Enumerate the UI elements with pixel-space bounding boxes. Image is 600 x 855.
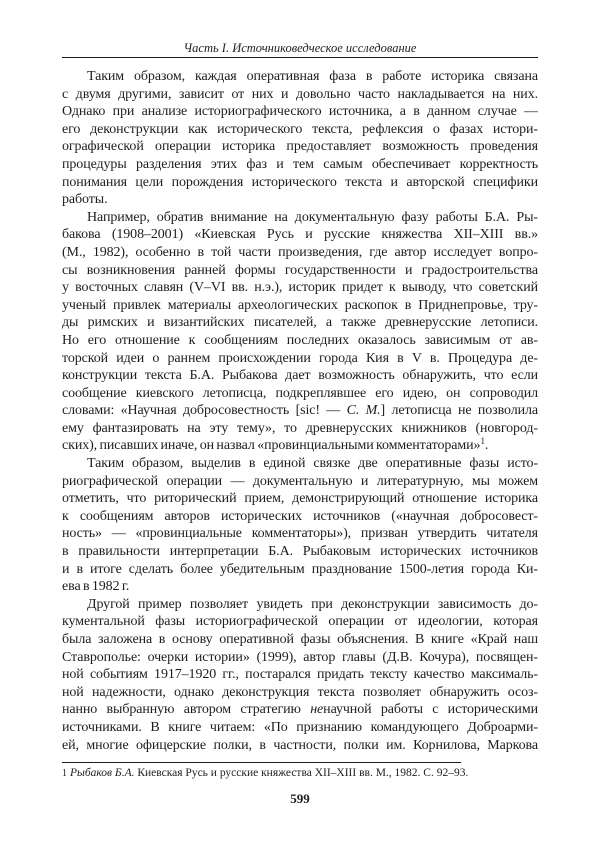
text-line: понимания цели порождения исторического текста и авторской специфики — [62, 174, 538, 190]
text-line: работы. — [62, 192, 108, 208]
text-line: у восточных славян (V–VI вв. н.э.), историк придет к выводу, что советский — [62, 280, 538, 296]
text-line: с двумя другими, зависит от них и довольно часто накладывается на них. — [62, 86, 538, 102]
main-text — [62, 68, 538, 754]
page-number: 599 — [290, 791, 310, 806]
footnote-1 — [62, 766, 538, 781]
text-line: ды римских и византийских писателей, а также древнерусские летописи. — [62, 315, 538, 331]
text-segment: словами: «Научная добросовестность [sic! — — [62, 403, 347, 419]
text-line: конструкции текста Б.А. Рыбакова дает возможность обнаружить, что если — [62, 368, 538, 384]
footnote-author: Рыбаков Б.А. — [70, 767, 135, 779]
text-line: торской идеи о раннем происхождении города Кия в V в. Процедура де- — [62, 350, 538, 366]
header-rule — [62, 57, 538, 58]
footnote-marker: 1 — [62, 768, 67, 779]
text-line: кументальной фазы историографической операции от идеологии, которая — [62, 614, 538, 630]
author-initials-italic: С. М. — [346, 403, 381, 419]
text-line: источниками. В книге читаем: «По признанию командующего Доброарми- — [62, 719, 538, 735]
text-line: ной надежности, однако деконструкция текста позволяет обнаружить осоз- — [62, 684, 538, 700]
text-line: к сообщениям авторов исторических источников («научная добросовест- — [62, 508, 538, 524]
text-line: Ставрополье: очерки истории» (1999), автор главы (Д.В. Кочура), посвящен- — [62, 649, 538, 665]
text-line: ность» — «провинциальные комментаторы»), призван утвердить читателя — [62, 526, 538, 542]
text-line: бакова (1908–2001) «Киевская Русь и русские княжества XII–XIII вв.» — [62, 227, 538, 243]
text-line: ученый привлек материалы археологических раскопок в Приднепровье, тру- — [62, 297, 538, 313]
text-line: риографической операции — документальную и литературную, мы можем — [62, 473, 538, 489]
text-line: сы возникновения ранней формы государственности и градостроительства — [62, 262, 538, 278]
text-line: (М., 1982), особенно в той части произведения, где автор исследует вопро- — [62, 244, 538, 260]
paragraph-1 — [62, 68, 538, 209]
text-line: ей, многие офицерские полки, в частности, полки им. Корнилова, Маркова — [62, 737, 538, 753]
text-line — [62, 437, 538, 455]
paragraph-4 — [62, 596, 538, 754]
text-line: отметить, что риторический прием, демонстрирующий отношение историка — [62, 491, 538, 507]
text-line: ева в 1982 г. — [62, 579, 130, 595]
text-line: Таким образом, каждая оперативная фаза в работе историка связана — [87, 69, 538, 84]
text-line: сообщение киевского летописца, подкреплявшее его идею, он сопроводил — [62, 385, 538, 401]
footnote-text: Киевская Русь и русские княжества XII–XIII вв. М., 1982. С. 92–93. — [134, 767, 469, 779]
text-line: Например, обратив внимание на документальную фазу работы Б.А. Ры- — [87, 209, 538, 225]
text-line: ему фантазировать на эту тему», то древнерусских книжников (новгород- — [62, 420, 538, 436]
text-line: Однако при анализе историографического источника, а в данном случае — — [62, 104, 538, 120]
text-line: и в итоге сделать более убедительным празднование 1500-летия города Ки- — [62, 561, 538, 577]
text-segment: научной работы с историческими — [323, 702, 538, 718]
footnote-rule — [62, 762, 461, 763]
text-line — [62, 402, 538, 420]
text-line: была заложена в основу оперативной фазы объяснения. В книге «Край наш — [62, 632, 538, 647]
text-segment: ских), писавших иначе, он назвал «провинциальными комментаторами» — [62, 438, 481, 454]
text-line: его деконструкции как исторического текста, рефлексия о фазах истори- — [62, 121, 538, 137]
running-head-title: Часть I. Источниковедческое исследование — [183, 41, 417, 55]
text-segment: . — [484, 438, 489, 454]
text-line: ографической операции историка предоставляет возможность проведения — [62, 139, 538, 155]
footnote-reference: 1 — [480, 437, 485, 447]
text-line: процедуры разделения этих фаз и тем самым обеспечивает корректность — [62, 156, 538, 172]
paragraph-2 — [62, 209, 538, 455]
paragraph-3 — [62, 455, 538, 596]
text-segment: ] летописца не позволила — [380, 403, 538, 419]
text-line: в правильности интерпретации Б.А. Рыбаковым исторических источников — [62, 544, 538, 560]
text-line: ной событиям 1917–1920 гг., постарался придать тексту качество максималь- — [62, 667, 538, 683]
text-line: Таким образом, выделив в единой связке две оперативные фазы исто- — [87, 456, 538, 472]
emphasis-italic: не — [310, 702, 324, 718]
text-line: Другой пример позволяет увидеть при деконструкции зависимость до- — [87, 596, 538, 612]
text-line: Но его отношение к сообщениям последних оказалось зависимым от ав- — [62, 332, 538, 348]
text-segment: нанно выбранную автором стратегию — [62, 702, 311, 718]
text-line — [62, 701, 538, 719]
